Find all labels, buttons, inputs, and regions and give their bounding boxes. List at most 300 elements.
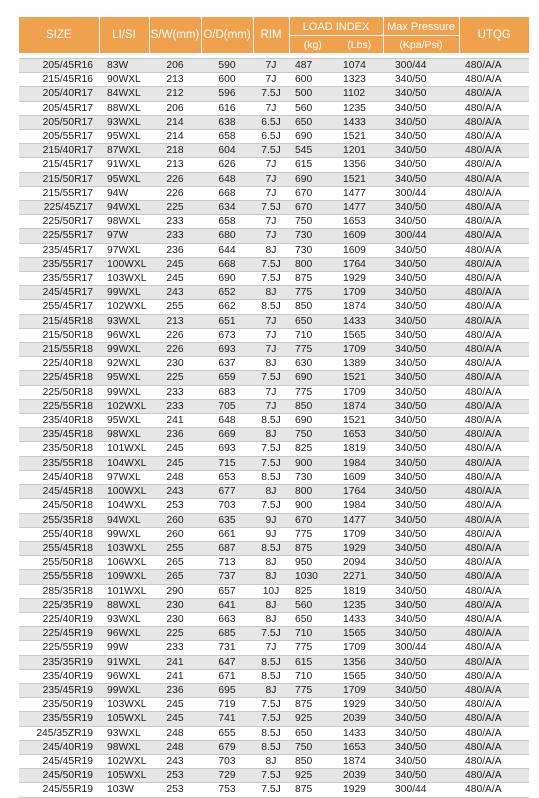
cell-utqg: 480/A/A [459,570,529,584]
cell-load-kg: 600 [289,73,327,87]
cell-load-lbs: 1323 [327,73,383,87]
cell-size: 235/45R18 [19,428,99,442]
cell-section-width: 245 [149,712,201,726]
cell-size: 225/50R18 [19,385,99,399]
cell-load-kg: 690 [289,130,327,144]
cell-rim: 7.5J [253,499,289,513]
cell-load-lbs: 1653 [327,215,383,229]
cell-load-kg: 615 [289,655,327,669]
cell-rim: 7.5J [253,87,289,101]
table-row [19,456,529,470]
cell-load-kg: 690 [289,371,327,385]
cell-overall-diameter: 626 [201,158,253,172]
cell-load-lbs: 1565 [327,627,383,641]
cell-max-pressure: 340/50 [383,598,459,612]
cell-li-si: 103WXL [99,272,149,286]
cell-load-kg: 850 [289,754,327,768]
cell-size: 255/35R18 [19,513,99,527]
header-size: SIZE [19,17,99,53]
cell-utqg: 480/A/A [459,612,529,626]
cell-max-pressure: 340/50 [383,257,459,271]
cell-max-pressure: 340/50 [383,414,459,428]
cell-section-width: 241 [149,655,201,669]
cell-li-si: 105WXL [99,712,149,726]
cell-section-width: 241 [149,414,201,428]
cell-li-si: 97WXL [99,243,149,257]
cell-max-pressure: 340/50 [383,683,459,697]
cell-li-si: 101WXL [99,442,149,456]
cell-load-kg: 925 [289,769,327,783]
cell-overall-diameter: 695 [201,683,253,697]
cell-size: 245/35ZR19 [19,726,99,740]
cell-load-lbs: 1356 [327,158,383,172]
cell-overall-diameter: 600 [201,73,253,87]
header-load-lbs: (Lbs) [347,38,372,51]
cell-overall-diameter: 731 [201,641,253,655]
cell-li-si: 95WXL [99,371,149,385]
cell-overall-diameter: 680 [201,229,253,243]
cell-section-width: 230 [149,598,201,612]
table-row [19,399,529,413]
cell-li-si: 99W [99,641,149,655]
cell-max-pressure: 300/44 [383,641,459,655]
cell-section-width: 243 [149,286,201,300]
cell-utqg: 480/A/A [459,115,529,129]
cell-overall-diameter: 644 [201,243,253,257]
table-row [19,428,529,442]
cell-load-lbs: 1074 [327,59,383,73]
cell-utqg: 480/A/A [459,357,529,371]
cell-overall-diameter: 616 [201,101,253,115]
table-row [19,371,529,385]
cell-max-pressure: 340/50 [383,499,459,513]
cell-overall-diameter: 713 [201,556,253,570]
table-row [19,783,529,797]
cell-li-si: 93WXL [99,612,149,626]
cell-load-kg: 730 [289,243,327,257]
cell-rim: 8J [253,428,289,442]
cell-section-width: 226 [149,186,201,200]
cell-size: 225/40R18 [19,357,99,371]
cell-max-pressure: 300/44 [383,229,459,243]
cell-max-pressure: 340/50 [383,144,459,158]
cell-utqg: 480/A/A [459,541,529,555]
cell-rim: 7J [253,641,289,655]
cell-max-pressure: 340/50 [383,101,459,115]
cell-utqg: 480/A/A [459,513,529,527]
cell-size: 255/55R18 [19,570,99,584]
table-row [19,485,529,499]
cell-section-width: 241 [149,669,201,683]
cell-rim: 7J [253,314,289,328]
cell-size: 245/45R17 [19,286,99,300]
cell-overall-diameter: 604 [201,144,253,158]
cell-load-kg: 850 [289,300,327,314]
table-row [19,272,529,286]
cell-size: 225/35R19 [19,598,99,612]
cell-load-lbs: 1819 [327,584,383,598]
cell-load-kg: 875 [289,698,327,712]
cell-max-pressure: 340/50 [383,73,459,87]
cell-overall-diameter: 638 [201,115,253,129]
cell-section-width: 248 [149,470,201,484]
cell-size: 215/55R18 [19,343,99,357]
cell-section-width: 253 [149,783,201,797]
cell-li-si: 106WXL [99,556,149,570]
cell-overall-diameter: 590 [201,59,253,73]
cell-rim: 7J [253,101,289,115]
cell-rim: 7J [253,328,289,342]
cell-overall-diameter: 637 [201,357,253,371]
table-row [19,172,529,186]
cell-overall-diameter: 753 [201,783,253,797]
cell-load-lbs: 1235 [327,598,383,612]
cell-section-width: 230 [149,612,201,626]
cell-section-width: 233 [149,385,201,399]
cell-load-kg: 825 [289,442,327,456]
cell-max-pressure: 340/50 [383,470,459,484]
cell-section-width: 260 [149,527,201,541]
cell-rim: 6.5J [253,130,289,144]
cell-load-kg: 775 [289,385,327,399]
cell-overall-diameter: 715 [201,456,253,470]
cell-load-kg: 900 [289,499,327,513]
table-row [19,641,529,655]
cell-utqg: 480/A/A [459,499,529,513]
cell-max-pressure: 340/50 [383,712,459,726]
header-section-width: S/W(mm) [149,17,201,53]
cell-utqg: 480/A/A [459,428,529,442]
cell-li-si: 95WXL [99,414,149,428]
cell-utqg: 480/A/A [459,698,529,712]
cell-load-lbs: 2094 [327,556,383,570]
cell-size: 255/50R18 [19,556,99,570]
cell-li-si: 91WXL [99,158,149,172]
table-row [19,655,529,669]
cell-rim: 7.5J [253,144,289,158]
cell-size: 215/45R18 [19,314,99,328]
cell-load-kg: 775 [289,343,327,357]
cell-load-lbs: 1477 [327,186,383,200]
cell-max-pressure: 300/44 [383,59,459,73]
cell-max-pressure: 340/50 [383,612,459,626]
cell-load-kg: 750 [289,740,327,754]
cell-utqg: 480/A/A [459,186,529,200]
cell-section-width: 248 [149,740,201,754]
cell-size: 205/45R16 [19,59,99,73]
cell-li-si: 98WXL [99,215,149,229]
cell-load-lbs: 1929 [327,783,383,797]
cell-section-width: 226 [149,343,201,357]
cell-load-kg: 710 [289,627,327,641]
cell-section-width: 226 [149,172,201,186]
cell-li-si: 94W [99,186,149,200]
cell-rim: 8J [253,485,289,499]
cell-li-si: 87WXL [99,144,149,158]
cell-li-si: 96WXL [99,627,149,641]
cell-rim: 8J [253,683,289,697]
table-row [19,130,529,144]
cell-size: 225/55R18 [19,399,99,413]
cell-size: 205/55R17 [19,130,99,144]
cell-li-si: 103W [99,783,149,797]
cell-load-lbs: 1609 [327,470,383,484]
cell-size: 235/50R18 [19,442,99,456]
cell-load-kg: 850 [289,399,327,413]
cell-size: 235/45R19 [19,683,99,697]
cell-li-si: 94WXL [99,513,149,527]
cell-overall-diameter: 729 [201,769,253,783]
cell-section-width: 212 [149,87,201,101]
cell-overall-diameter: 668 [201,257,253,271]
cell-overall-diameter: 705 [201,399,253,413]
cell-load-lbs: 1874 [327,399,383,413]
cell-size: 225/45R18 [19,371,99,385]
cell-li-si: 99WXL [99,527,149,541]
cell-overall-diameter: 703 [201,754,253,768]
cell-overall-diameter: 653 [201,470,253,484]
cell-rim: 7J [253,186,289,200]
cell-size: 235/55R18 [19,456,99,470]
cell-section-width: 226 [149,328,201,342]
cell-li-si: 93WXL [99,115,149,129]
cell-rim: 7.5J [253,712,289,726]
cell-load-kg: 875 [289,783,327,797]
cell-size: 225/55R17 [19,229,99,243]
table-row [19,698,529,712]
cell-load-lbs: 1565 [327,669,383,683]
table-row [19,712,529,726]
cell-section-width: 225 [149,627,201,641]
cell-rim: 8J [253,286,289,300]
cell-max-pressure: 300/44 [383,186,459,200]
cell-size: 235/50R19 [19,698,99,712]
cell-load-lbs: 2039 [327,769,383,783]
cell-load-lbs: 2039 [327,712,383,726]
cell-utqg: 480/A/A [459,371,529,385]
cell-rim: 7J [253,229,289,243]
cell-max-pressure: 340/50 [383,627,459,641]
cell-load-lbs: 1819 [327,442,383,456]
cell-max-pressure: 340/50 [383,527,459,541]
cell-load-kg: 690 [289,172,327,186]
cell-max-pressure: 340/50 [383,328,459,342]
cell-utqg: 480/A/A [459,627,529,641]
cell-load-lbs: 1356 [327,655,383,669]
table-row [19,343,529,357]
cell-load-kg: 730 [289,229,327,243]
cell-rim: 7.5J [253,201,289,215]
cell-rim: 8J [253,357,289,371]
cell-size: 235/45R17 [19,243,99,257]
cell-max-pressure: 340/50 [383,357,459,371]
cell-max-pressure: 340/50 [383,485,459,499]
cell-section-width: 225 [149,201,201,215]
cell-section-width: 233 [149,641,201,655]
table-row [19,144,529,158]
table-row [19,201,529,215]
table-row [19,73,529,87]
cell-li-si: 99WXL [99,683,149,697]
cell-utqg: 480/A/A [459,584,529,598]
cell-utqg: 480/A/A [459,229,529,243]
cell-load-lbs: 1874 [327,300,383,314]
cell-section-width: 243 [149,485,201,499]
cell-load-kg: 925 [289,712,327,726]
cell-max-pressure: 340/50 [383,272,459,286]
cell-utqg: 480/A/A [459,59,529,73]
cell-size: 235/40R18 [19,414,99,428]
cell-rim: 7J [253,158,289,172]
cell-max-pressure: 340/50 [383,655,459,669]
cell-overall-diameter: 648 [201,172,253,186]
cell-load-lbs: 1609 [327,229,383,243]
cell-load-lbs: 1477 [327,201,383,215]
tire-spec-sheet [19,17,529,798]
cell-rim: 8.5J [253,414,289,428]
table-row [19,385,529,399]
cell-section-width: 236 [149,243,201,257]
cell-section-width: 230 [149,357,201,371]
cell-size: 225/50R17 [19,215,99,229]
cell-utqg: 480/A/A [459,215,529,229]
cell-section-width: 245 [149,272,201,286]
cell-load-kg: 650 [289,314,327,328]
cell-load-kg: 825 [289,584,327,598]
cell-size: 205/50R17 [19,115,99,129]
cell-load-lbs: 1433 [327,115,383,129]
cell-section-width: 213 [149,158,201,172]
cell-section-width: 253 [149,499,201,513]
table-row [19,754,529,768]
cell-overall-diameter: 647 [201,655,253,669]
cell-load-kg: 775 [289,286,327,300]
cell-utqg: 480/A/A [459,257,529,271]
table-row [19,584,529,598]
table-row [19,328,529,342]
cell-size: 235/55R17 [19,257,99,271]
cell-overall-diameter: 690 [201,272,253,286]
cell-load-kg: 800 [289,485,327,499]
cell-max-pressure: 340/50 [383,740,459,754]
cell-load-kg: 670 [289,201,327,215]
cell-section-width: 243 [149,754,201,768]
cell-section-width: 213 [149,314,201,328]
cell-overall-diameter: 741 [201,712,253,726]
cell-rim: 7.5J [253,698,289,712]
cell-rim: 7.5J [253,456,289,470]
cell-li-si: 104WXL [99,456,149,470]
cell-rim: 7.5J [253,627,289,641]
cell-section-width: 255 [149,300,201,314]
cell-load-lbs: 1709 [327,527,383,541]
cell-rim: 8J [253,556,289,570]
cell-li-si: 97W [99,229,149,243]
cell-utqg: 480/A/A [459,442,529,456]
cell-li-si: 104WXL [99,499,149,513]
cell-utqg: 480/A/A [459,598,529,612]
cell-overall-diameter: 679 [201,740,253,754]
table-row [19,158,529,172]
cell-utqg: 480/A/A [459,683,529,697]
cell-max-pressure: 340/50 [383,754,459,768]
cell-size: 205/45R17 [19,101,99,115]
cell-rim: 7J [253,59,289,73]
cell-li-si: 103WXL [99,541,149,555]
cell-utqg: 480/A/A [459,669,529,683]
cell-utqg: 480/A/A [459,272,529,286]
cell-load-lbs: 1709 [327,343,383,357]
cell-load-kg: 650 [289,115,327,129]
cell-overall-diameter: 661 [201,527,253,541]
cell-load-lbs: 1764 [327,257,383,271]
table-row [19,215,529,229]
cell-utqg: 480/A/A [459,783,529,797]
cell-utqg: 480/A/A [459,328,529,342]
cell-rim: 9J [253,513,289,527]
cell-load-kg: 875 [289,272,327,286]
cell-li-si: 93WXL [99,314,149,328]
cell-load-kg: 775 [289,527,327,541]
cell-rim: 8.5J [253,740,289,754]
table-row [19,186,529,200]
cell-max-pressure: 340/50 [383,726,459,740]
cell-overall-diameter: 737 [201,570,253,584]
cell-rim: 7.5J [253,783,289,797]
header-load-kg: (kg) [303,38,322,51]
cell-size: 215/40R17 [19,144,99,158]
cell-overall-diameter: 648 [201,414,253,428]
cell-max-pressure: 340/50 [383,115,459,129]
cell-size: 215/45R16 [19,73,99,87]
cell-section-width: 225 [149,371,201,385]
cell-overall-diameter: 658 [201,215,253,229]
table-row [19,499,529,513]
cell-utqg: 480/A/A [459,73,529,87]
cell-overall-diameter: 687 [201,541,253,555]
cell-rim: 7J [253,343,289,357]
header-max-pressure-title: Max Pressure [384,18,459,36]
cell-rim: 7J [253,399,289,413]
table-row [19,414,529,428]
cell-max-pressure: 340/50 [383,698,459,712]
cell-max-pressure: 340/50 [383,243,459,257]
table-row [19,541,529,555]
cell-li-si: 102WXL [99,300,149,314]
cell-utqg: 480/A/A [459,101,529,115]
cell-section-width: 265 [149,556,201,570]
cell-li-si: 88WXL [99,598,149,612]
cell-overall-diameter: 657 [201,584,253,598]
table-row [19,300,529,314]
cell-utqg: 480/A/A [459,470,529,484]
cell-load-lbs: 1653 [327,428,383,442]
header-utqg: UTQG [459,17,529,53]
cell-section-width: 245 [149,257,201,271]
table-row [19,740,529,754]
cell-utqg: 480/A/A [459,754,529,768]
cell-load-kg: 560 [289,598,327,612]
cell-load-lbs: 1521 [327,130,383,144]
cell-max-pressure: 340/50 [383,769,459,783]
cell-size: 245/45R18 [19,485,99,499]
cell-section-width: 236 [149,683,201,697]
cell-overall-diameter: 693 [201,343,253,357]
cell-overall-diameter: 641 [201,598,253,612]
cell-utqg: 480/A/A [459,740,529,754]
cell-load-kg: 775 [289,683,327,697]
cell-load-lbs: 1609 [327,243,383,257]
